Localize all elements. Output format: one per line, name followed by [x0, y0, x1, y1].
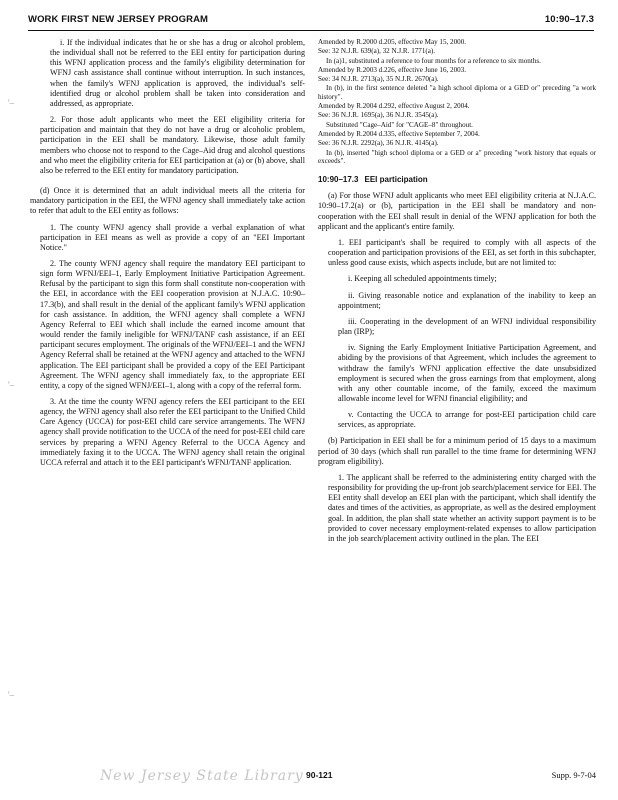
paragraph-a1-iii: iii. Cooperating in the development of an WFNJ individual responsibility plan (IRP);: [338, 316, 596, 337]
page-footer: [30, 768, 596, 788]
history-note: Amended by R.2004 d.335, effective September 7, 2004.: [318, 129, 480, 138]
section-number: 10:90–17.3: [318, 175, 359, 185]
paragraph-b: (b) Participation in EEI shall be for a minimum period of 15 days to a maximum period of 30 days (which shall run parallel to the time frame for determining WFNJ program eligibility).: [318, 436, 596, 466]
history-note: See: 36 N.J.R. 1695(a), 36 N.J.R. 3545(a).: [318, 111, 439, 120]
paragraph-c1-i: i. If the individual indicates that he or she has a drug or alcohol problem, the individual shall not be referred to the EEI entity for participation during this WFNJ application process and the family's eligibility determination for WFNJ cash assistance shall continue without interruption. In such instances, when the family's WFNJ application is approved, the individual's self-identified drug or alcohol problem shall be taken into consideration and addressed, as appropriate.: [50, 38, 305, 108]
history-notes: [318, 38, 596, 165]
paragraph-a1: 1. EEI participant's shall be required to comply with all aspects of the cooperation and participation provisions of the EEI, as set forth in this subchapter, unless good cause exists, which aspects include, but are not limited to:: [328, 237, 596, 268]
history-note: In (a)1, substituted a reference to four months for a reference to six months.: [326, 56, 541, 65]
section-heading: [318, 175, 596, 185]
header-rule: [28, 30, 594, 31]
history-note: See: 36 N.J.R. 2292(a), 36 N.J.R. 4145(a).: [318, 139, 439, 148]
paragraph-c2: 2. For those adult applicants who meet the EEI eligibility criteria for participation and maintain that they do not have a drug or alcoholic problem, participation in the EEI shall be mandatory. Likewise, those adult family members who choose not to respond to the Cage–Aid drug and alcohol questions and who meet the eligibility criteria for EEI participation at (a) or (b) above, shall also be referred to the EEI entity for mandatory participation.: [40, 115, 305, 175]
paragraph-d1: 1. The county WFNJ agency shall provide a verbal explanation of what participation in EEI means as well as provide a copy of an "EEI Important Notice.": [40, 222, 305, 252]
margin-mark: '–: [8, 380, 15, 390]
history-note: See: 32 N.J.R. 639(a), 32 N.J.R. 1771(a).: [318, 47, 436, 56]
margin-mark: '–: [8, 690, 15, 700]
history-note: Amended by R.2000 d.205, effective May 15, 2000.: [318, 38, 467, 46]
paragraph-a1-i: i. Keeping all scheduled appointments timely;: [348, 274, 497, 284]
paragraph-a1-iv: iv. Signing the Early Employment Initiative Participation Agreement, and abiding by the provisions of that Agreement, which includes the agreement to withdraw the family's WFNJ application effective the date unsubsidized employment is secured when the gross earnings from that employment, along with any other countable income, of the family, exceed the maximum allowable income level for WFNJ financial eligibility; and: [338, 343, 596, 403]
history-note: In (b), in the first sentence deleted "a high school diploma or a GED or" preceding "a work history".: [318, 84, 596, 101]
supplement-date: Supp. 9-7-04: [551, 770, 596, 780]
library-stamp: New Jersey State Library: [100, 768, 304, 784]
paragraph-d: (d) Once it is determined that an adult individual meets all the criteria for mandatory participation in the EEI, the WFNJ agency shall immediately take action to refer that adult to the EEI entity as follows:: [30, 186, 305, 216]
header-citation: 10:90–17.3: [544, 14, 594, 25]
page-number: 90-121: [306, 770, 333, 780]
running-header: [28, 14, 594, 27]
left-column: [30, 38, 305, 474]
paragraph-a1-ii: ii. Giving reasonable notice and explanation of the inability to keep an appointment;: [338, 290, 596, 310]
paragraph-a1-v: v. Contacting the UCCA to arrange for post-EEI participation child care services, as appropriate.: [338, 410, 596, 430]
paragraph-d2: 2. The county WFNJ agency shall require the mandatory EEI participant to sign form WFNJ/EEI–1, Early Employment Initiative Participation Agreement. Refusal by the participant to sign this form shall constitute non-cooperation with the EEI, in accordance with the EEI cooperation provision at N.J.A.C. 10:90–17.3(b), and shall result in the denial of the applicant family's WFNJ application for cash assistance. In addition, the WFNJ agency shall complete a WFNJ Agency Referral to EEI which shall include the earned income amount that would render the family ineligible for WFNJ/TANF cash assistance, if an EEI participant secures employment. The originals of the WFNJ/EEI–1 and the WFNJ Agency Referral shall be retained at the WFNJ agency and attached to the WFNJ application. The EEI participant shall be provided a copy of the EEI Participant Agreement. The WFNJ agency shall immediately fax, to the appropriate EEI entity, a copy of the signed WFNJ/EEI–1, along with a copy of the referral form.: [40, 258, 306, 390]
history-note: Substituted "Cage–Aid" for "CAGE–8" throughout.: [326, 120, 473, 129]
history-note: In (b), inserted "high school diploma or a GED or a" preceding "work history that equals or exceeds".: [318, 148, 596, 165]
section-title: EEI participation: [364, 175, 428, 185]
history-note: Amended by R.2004 d.292, effective August 2, 2004.: [318, 102, 470, 111]
paragraph-d3: 3. At the time the county WFNJ agency refers the EEI participant to the EEI agency, the WFNJ agency shall also refer the EEI participant to the Unified Child Care Agency (UCCA) for post-EEI child care service arrangements. The WFNJ agency shall provide notification to the UCCA of the need for post-EEI child care services by preparing a WFNJ Agency Referral to the UCCA Agency and immediately faxing it to the UCCA. The WFNJ agency shall retain the original UCCA referral and attach it to the EEI participant's WFNJ/TANF application.: [40, 397, 305, 467]
paragraph-a: (a) For those WFNJ adult applicants who meet EEI eligibility criteria at N.J.A.C. 10:90–17.2(a) or (b), participation in the EEI shall be mandatory and non-cooperation with the EEI shall result in denial of the WFNJ application for both the applicant and the applicant's entire family.: [318, 191, 596, 231]
paragraph-b1: 1. The applicant shall be referred to the administering entity charged with the responsibility for providing the up-front job search/placement service for EEI. The EEI entity shall develop an EEI plan with the participant, which shall identify the dates and times of the activities, as appropriate, as well as the desired employment goal. In addition, the plan shall state whether an activity support payment is to be provided to cover necessary employment-related expenses to allow participation in the job search/placement activity outlined in the plan. The EEI: [328, 472, 596, 543]
history-note: Amended by R.2003 d.226, effective June 16, 2003.: [318, 65, 467, 74]
history-note: See: 34 N.J.R. 2713(a), 35 N.J.R. 2670(a).: [318, 75, 439, 84]
right-column: [318, 38, 596, 550]
header-title: WORK FIRST NEW JERSEY PROGRAM: [28, 14, 209, 25]
margin-mark: '–: [8, 98, 15, 108]
